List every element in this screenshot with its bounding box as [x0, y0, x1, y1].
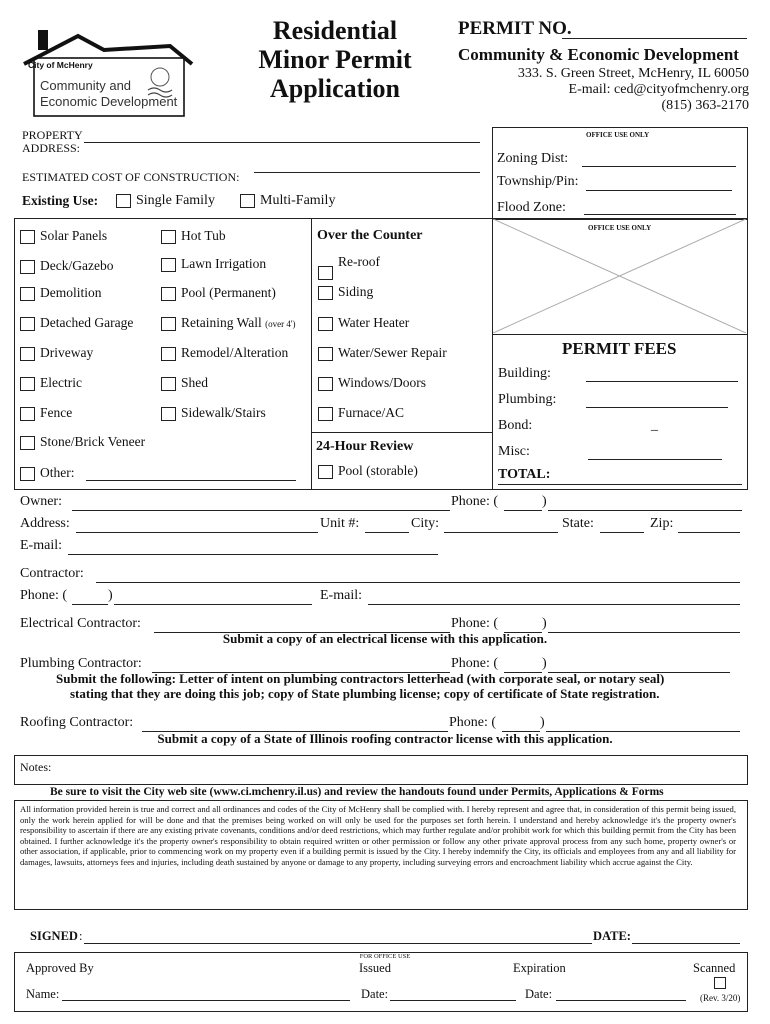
dept-address: 333. S. Green Street, McHenry, IL 60050 — [517, 66, 749, 81]
work-item-deck[interactable]: Deck/Gazebo — [20, 258, 113, 274]
checkbox[interactable] — [161, 258, 176, 272]
contractor-area-code-field[interactable] — [72, 604, 108, 605]
checkbox[interactable] — [318, 286, 333, 300]
roofing-phone-close: ) — [540, 715, 545, 730]
fee-building-field[interactable] — [586, 381, 738, 382]
cross-out-icon — [493, 219, 746, 333]
plumbing-note-1: Submit the following: Letter of intent on plumbing contractors letterhead (with corporate seal, or notary seal) — [56, 671, 665, 686]
owner-address-label: Address: — [20, 516, 70, 531]
plumbing-label: Plumbing Contractor: — [20, 656, 142, 671]
contractor-phone-label: Phone: ( — [20, 588, 68, 603]
scanned-checkbox[interactable] — [714, 977, 726, 989]
cost-label: ESTIMATED COST OF CONSTRUCTION: — [22, 170, 240, 184]
logo-line1: Community and — [40, 78, 132, 93]
approver-name-field[interactable] — [62, 1000, 350, 1001]
checkbox[interactable] — [20, 347, 35, 361]
counter-item-water-heater[interactable]: Water Heater — [318, 315, 409, 331]
issued-date-label: Date: — [361, 987, 389, 1001]
review-divider — [311, 432, 493, 433]
roofing-phone-label: Phone: ( — [449, 715, 497, 730]
electrical-phone-label: Phone: ( — [451, 616, 499, 631]
work-item-retaining-wall[interactable]: Retaining Wall (over 4') — [161, 315, 296, 331]
fee-plumbing-label: Plumbing: — [498, 392, 557, 407]
roofing-note: Submit a copy of a State of Illinois roofing contractor license with this application. — [157, 731, 613, 746]
unit-label: Unit #: — [320, 516, 360, 531]
work-item-veneer[interactable]: Stone/Brick Veneer — [20, 434, 145, 450]
checkbox[interactable] — [318, 465, 333, 479]
township-field[interactable] — [586, 190, 732, 191]
office-use-title-1: OFFICE USE ONLY — [586, 131, 650, 139]
single-family-checkbox[interactable] — [116, 194, 131, 208]
review-item-pool-storable[interactable]: Pool (storable) — [318, 463, 418, 479]
property-label: PROPERTY ADDRESS: — [22, 128, 83, 155]
electrical-note: Submit a copy of an electrical license with this application. — [222, 631, 548, 646]
city-field[interactable] — [444, 532, 558, 533]
cost-field[interactable] — [254, 172, 480, 173]
dept-phone: (815) 363-2170 — [661, 98, 749, 113]
zoning-label: Zoning Dist: — [497, 151, 569, 166]
for-office-label: FOR OFFICE USE — [359, 953, 411, 960]
state-field[interactable] — [600, 532, 644, 533]
logo-line2: Economic Development — [40, 94, 178, 109]
checkbox[interactable] — [161, 377, 176, 391]
owner-email-field[interactable] — [68, 554, 438, 555]
dept-name: Community & Economic Development — [458, 45, 739, 64]
review-title: 24-Hour Review — [316, 439, 414, 454]
contractor-phone-field[interactable] — [114, 604, 312, 605]
plumbing-note-2: stating that they are doing this job; copy of State plumbing license; copy of certificate of State registration. — [70, 686, 660, 701]
checkbox[interactable] — [318, 317, 333, 331]
checkbox[interactable] — [318, 377, 333, 391]
checkbox[interactable] — [20, 377, 35, 391]
title-line1: Residential — [272, 16, 398, 45]
checkbox[interactable] — [161, 407, 176, 421]
issued-label: Issued — [359, 961, 391, 975]
single-family-option[interactable]: Single Family — [116, 193, 215, 209]
counter-item-windows[interactable]: Windows/Doors — [318, 375, 426, 391]
fee-misc-field[interactable] — [588, 459, 722, 460]
work-item-electric[interactable]: Electric — [20, 375, 82, 391]
work-item-shed[interactable]: Shed — [161, 375, 208, 391]
electrical-label: Electrical Contractor: — [20, 616, 141, 631]
permit-no-label: PERMIT NO. — [458, 18, 572, 39]
counter-item-water-sewer[interactable]: Water/Sewer Repair — [318, 345, 447, 361]
fees-title: PERMIT FEES — [562, 339, 677, 358]
checkbox[interactable] — [20, 287, 35, 301]
state-label: State: — [562, 516, 594, 531]
checkbox[interactable] — [20, 467, 35, 481]
contractor-email-field[interactable] — [368, 604, 740, 605]
signature-field[interactable] — [84, 943, 592, 944]
owner-phone-field[interactable] — [548, 510, 742, 511]
fee-misc-label: Misc: — [498, 444, 530, 459]
checkbox[interactable] — [161, 317, 176, 331]
checkbox[interactable] — [161, 230, 176, 244]
work-item-solar[interactable]: Solar Panels — [20, 228, 107, 244]
existing-use-label: Existing Use: — [22, 193, 99, 208]
fee-total-label: TOTAL: — [498, 467, 551, 482]
township-label: Township/Pin: — [497, 174, 579, 189]
contractor-phone-close: ) — [108, 588, 113, 603]
checkbox[interactable] — [20, 407, 35, 421]
approver-name-label: Name: — [26, 987, 60, 1001]
checkbox[interactable] — [318, 266, 333, 280]
electrical-phone-close: ) — [542, 616, 547, 631]
work-item-irrigation[interactable]: Lawn Irrigation — [161, 256, 266, 272]
revision-label: (Rev. 3/20) — [700, 993, 741, 1003]
owner-address-field[interactable] — [76, 532, 318, 533]
permit-no-field[interactable] — [562, 38, 747, 39]
contractor-label: Contractor: — [20, 566, 84, 581]
zoning-field[interactable] — [582, 166, 736, 167]
zip-field[interactable] — [678, 532, 740, 533]
work-item-fence[interactable]: Fence — [20, 405, 72, 421]
work-item-pool-permanent[interactable]: Pool (Permanent) — [161, 285, 276, 301]
checkbox[interactable] — [161, 347, 176, 361]
counter-title: Over the Counter — [317, 228, 423, 243]
counter-item-furnace[interactable]: Furnace/AC — [318, 405, 404, 421]
expiration-date-label: Date: — [525, 987, 553, 1001]
legal-text: All information provided herein is true and correct and all ordinances and codes of the City of McHenry shall be complied with. I hereby represent and agree that, in consideration of this permit being issued, only the work herein applied for will be done and that the premises being worked on will only be used for the purposes set forth herein. I understand and hereby acknowledge it's the property owner's responsibility to ascertain if there are any existing private covenants, conditions and/or deed restrictions, which may further regulate and/or prohibit work for which this building permit from the City has been obtained. I further acknowledge it's the property owner's responsibility to obtain required written or other permission or follow any other private approval process from any such home, property owner's or other association, if applicable, prior to commencing work on my property even if a building permit is issued by the City. I hereby indemnify the City, its officials and employees from any and all liability for damages, lawsuits, attorneys fees and injuries, including death sustained by anyone or damage to any property, including surveying errors and encroachment liability which accrue against the City. — [20, 804, 736, 867]
roofing-label: Roofing Contractor: — [20, 715, 134, 730]
work-item-garage[interactable]: Detached Garage — [20, 315, 133, 331]
plumbing-phone-close: ) — [542, 656, 547, 671]
title-line3: Application — [269, 74, 401, 103]
zip-label: Zip: — [650, 516, 674, 531]
expiration-date-field[interactable] — [556, 1000, 686, 1001]
property-address-field[interactable] — [84, 142, 480, 143]
city-label: City: — [411, 516, 440, 531]
title-line2: Minor Permit — [258, 45, 412, 74]
scanned-label: Scanned — [693, 961, 736, 975]
expiration-label: Expiration — [513, 961, 566, 975]
checkbox[interactable] — [20, 260, 35, 274]
signed-label: SIGNED — [30, 929, 78, 943]
owner-phone-close: ) — [542, 494, 547, 509]
work-item-sidewalk[interactable]: Sidewalk/Stairs — [161, 405, 266, 421]
owner-label: Owner: — [20, 494, 62, 509]
signed-colon: : — [79, 929, 83, 943]
work-item-demolition[interactable]: Demolition — [20, 285, 102, 301]
work-item-driveway[interactable]: Driveway — [20, 345, 93, 361]
checkbox[interactable] — [318, 347, 333, 361]
logo-city-name: City of McHenry — [28, 60, 93, 70]
fee-building-label: Building: — [498, 366, 551, 381]
checkbox[interactable] — [161, 287, 176, 301]
dept-email: E-mail: ced@cityofmchenry.org — [568, 82, 749, 97]
work-item-hot-tub[interactable]: Hot Tub — [161, 228, 226, 244]
notes-label: Notes: — [20, 760, 52, 774]
contractor-field[interactable] — [96, 582, 740, 583]
plumbing-phone-label: Phone: ( — [451, 656, 499, 671]
fee-plumbing-field[interactable] — [586, 407, 728, 408]
signed-date-label: DATE: — [593, 929, 631, 943]
other-field[interactable] — [86, 480, 296, 481]
owner-field[interactable] — [72, 510, 450, 511]
approved-by-label: Approved By — [26, 961, 94, 975]
issued-date-field[interactable] — [390, 1000, 516, 1001]
flood-field[interactable] — [584, 214, 736, 215]
work-item-remodel[interactable]: Remodel/Alteration — [161, 345, 288, 361]
form-title — [240, 16, 430, 103]
fee-total-field[interactable] — [498, 484, 742, 485]
unit-field[interactable] — [365, 532, 409, 533]
work-item-other[interactable]: Other: — [20, 465, 75, 481]
multi-family-checkbox[interactable] — [240, 194, 255, 208]
notes-box[interactable] — [14, 755, 748, 785]
office-use-title-2: OFFICE USE ONLY — [588, 224, 652, 232]
owner-area-code-field[interactable] — [504, 510, 542, 511]
fee-bond-label: Bond: — [498, 418, 533, 433]
counter-item-reroof[interactable]: Re-roof — [318, 254, 380, 280]
city-logo — [20, 30, 198, 120]
contractor-email-label: E-mail: — [320, 588, 362, 603]
website-note: Be sure to visit the City web site (www.ci.mchenry.il.us) and review the handouts found under Permits, Applications & Forms — [50, 786, 664, 798]
owner-email-label: E-mail: — [20, 538, 62, 553]
counter-item-siding[interactable]: Siding — [318, 284, 373, 300]
checkbox[interactable] — [20, 230, 35, 244]
office-use-box-crossed — [492, 218, 748, 335]
owner-phone-label: Phone: ( — [451, 494, 499, 509]
flood-label: Flood Zone: — [497, 200, 566, 215]
signed-date-field[interactable] — [632, 943, 740, 944]
fee-bond-mark: _ — [651, 418, 658, 433]
checkbox[interactable] — [20, 317, 35, 331]
checkbox[interactable] — [318, 407, 333, 421]
multi-family-option[interactable]: Multi-Family — [240, 193, 335, 209]
checkbox[interactable] — [20, 436, 35, 450]
